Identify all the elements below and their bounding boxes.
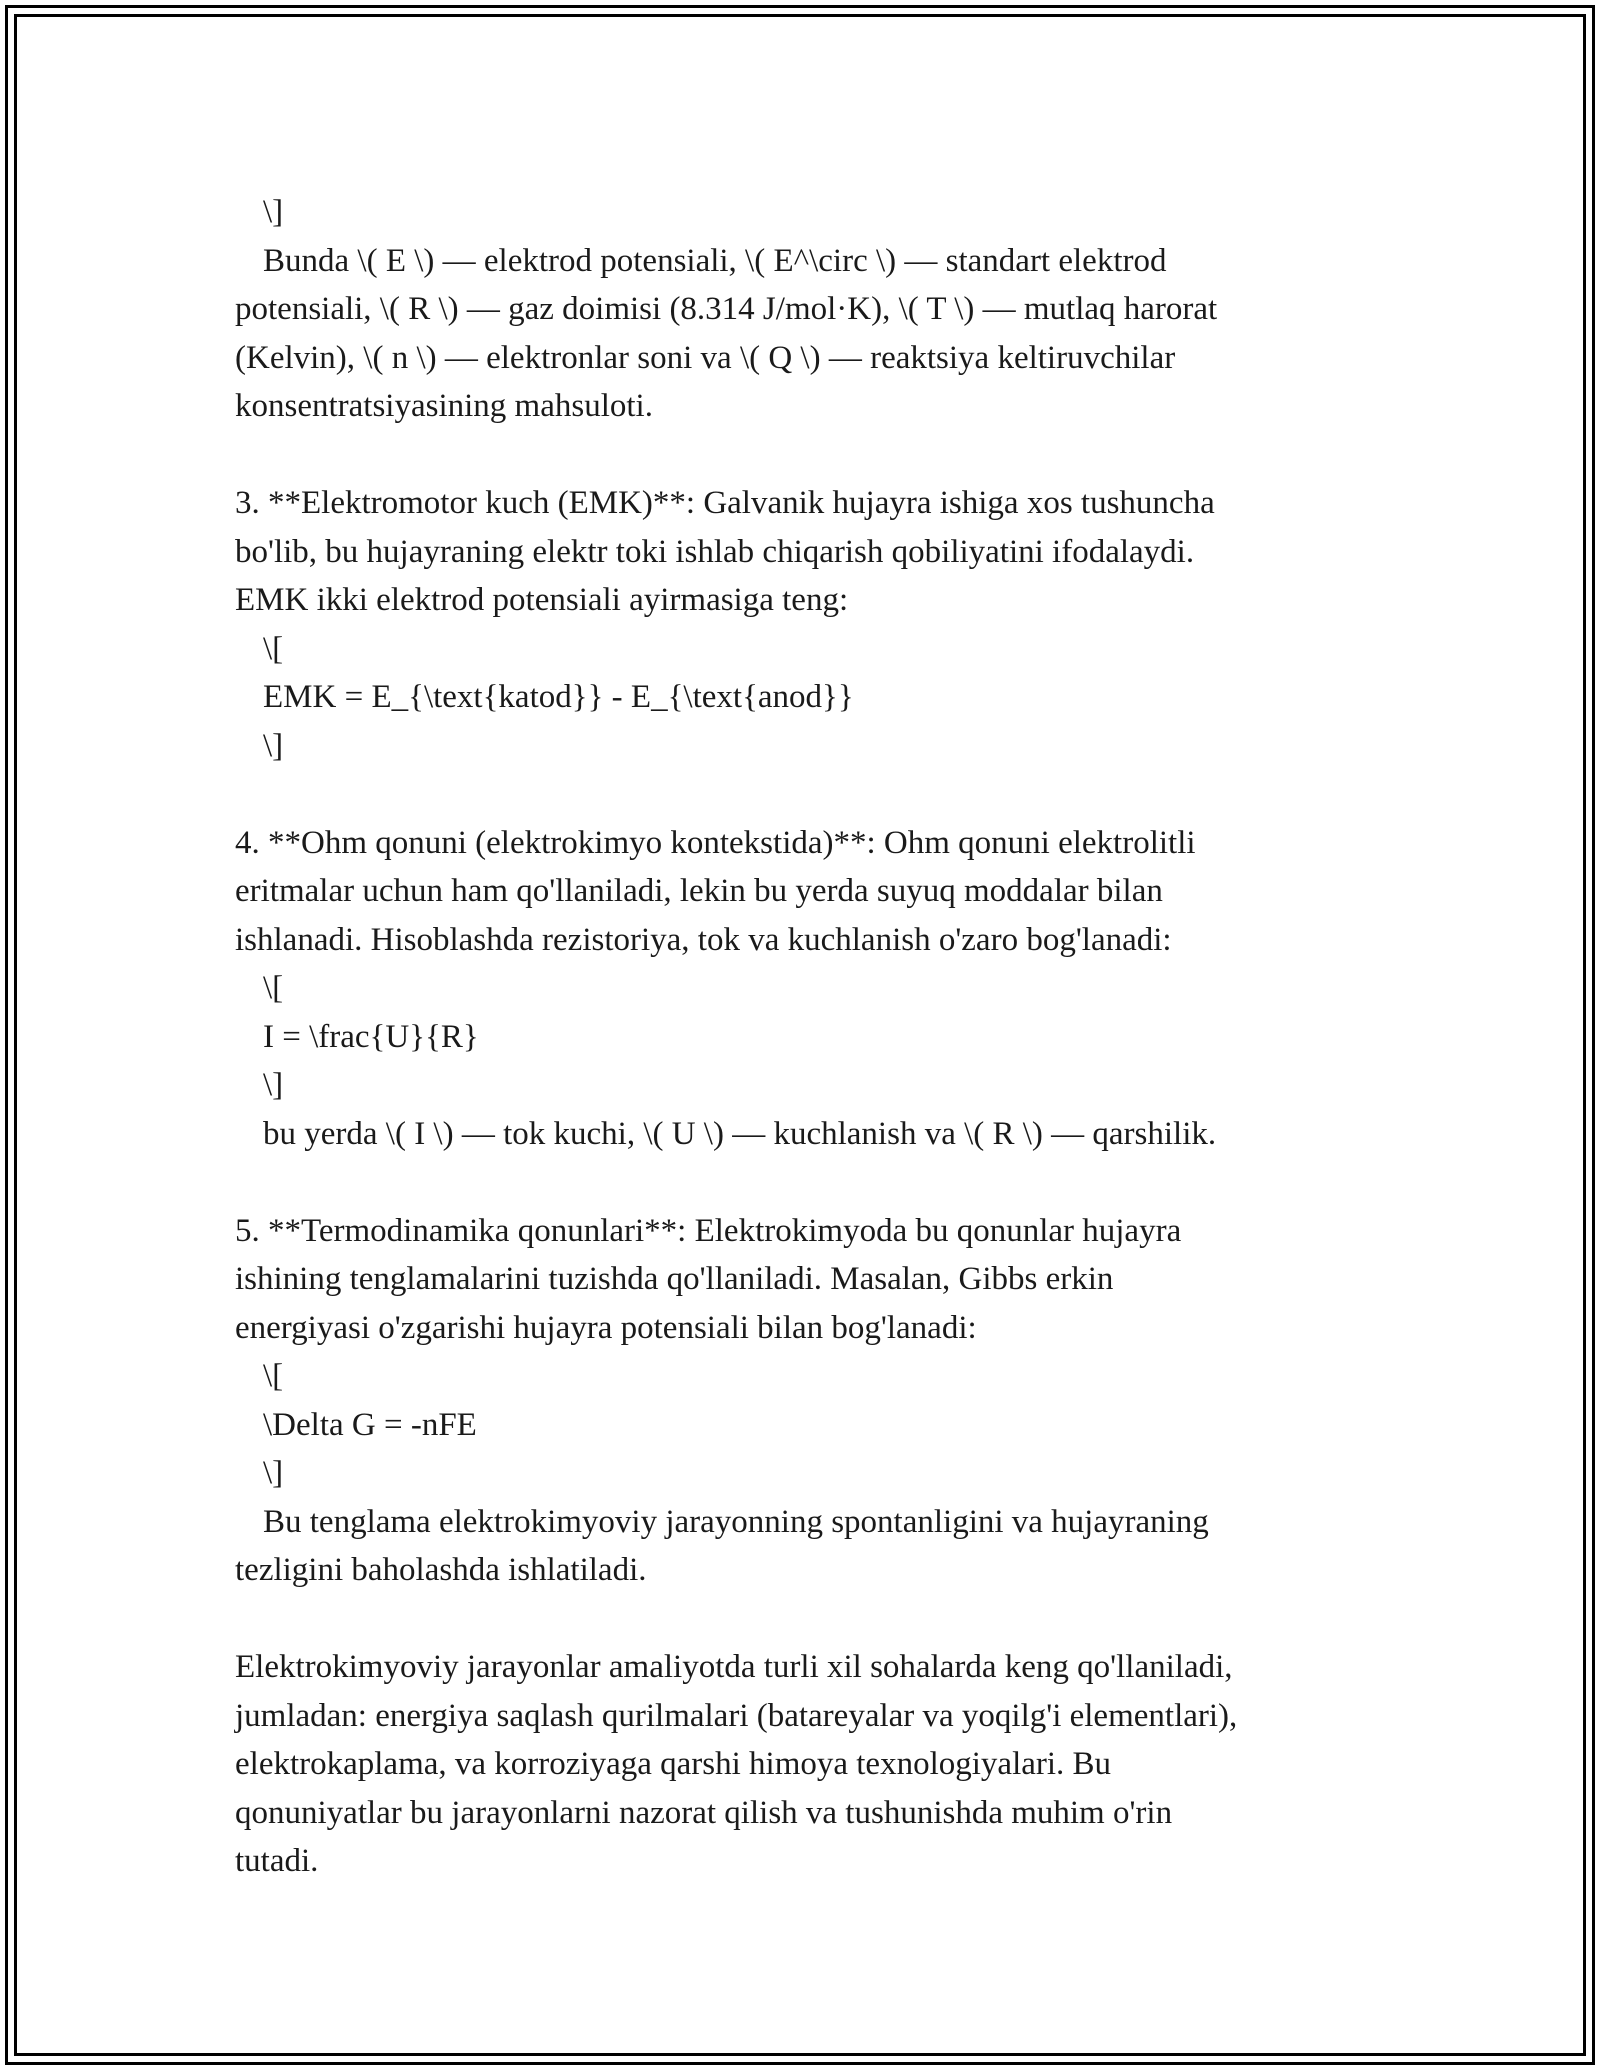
conclusion-line: tutadi. [235, 1843, 319, 1879]
gibbs-formula: \Delta G = -nFE [263, 1406, 477, 1443]
formula-close-bracket: \] [263, 1067, 284, 1103]
formula-explanation: tezligini baholashda ishlatiladi. [235, 1552, 647, 1588]
formula-explanation: bu yerda \( I \) — tok kuchi, \( U \) — kuchlanish va \( R \) — qarshilik. [263, 1115, 1217, 1152]
section-3 [235, 479, 1375, 770]
conclusion-line: Elektrokimyoviy jarayonlar amaliyotda turli xil sohalarda keng qo'llaniladi, [235, 1649, 1233, 1685]
section-5-text-line: ishining tenglamalarini tuzishda qo'llaniladi. Masalan, Gibbs erkin [235, 1261, 1114, 1297]
conclusion-line: elektrokaplama, va korroziyaga qarshi himoya texnologiyalari. Bu [235, 1746, 1112, 1782]
section-3-text-line: 3. **Elektromotor kuch (EMK)**: Galvanik hujayra ishiga xos tushuncha [235, 485, 1215, 521]
formula-close-bracket: \] [263, 727, 284, 764]
paragraph-gap [235, 770, 1375, 819]
section-4-text-line: ishlanadi. Hisoblashda rezistoriya, tok va kuchlanish o'zaro bog'lanadi: [235, 921, 1172, 958]
paragraph-gap [235, 1158, 1375, 1207]
formula-explanation: Bu tenglama elektrokimyoviy jarayonning spontanligini va hujayraning [263, 1503, 1209, 1540]
section-3-text-line: bo'lib, bu hujayraning elektr toki ishlab chiqarish qobiliyatini ifodalaydi. [235, 533, 1195, 570]
emk-formula: EMK = E_{\text{katod}} - E_{\text{anod}} [263, 679, 854, 715]
conclusion-line: qonuniyatlar bu jarayonlarni nazorat qilish va tushunishda muhim o'rin [235, 1794, 1173, 1831]
paragraph-gap [235, 1595, 1375, 1644]
explanation-line: potensiali, \( R \) — gaz doimisi (8.314 J/mol·K), \( T \) — mutlaq harorat [235, 291, 1218, 327]
formula-open-bracket: \[ [263, 970, 284, 1006]
section-3-text-line: EMK ikki elektrod potensiali ayirmasiga teng: [235, 582, 849, 618]
section-4-text-line: eritmalar uchun ham qo'llaniladi, lekin bu yerda suyuq moddalar bilan [235, 873, 1163, 909]
section-5 [235, 1207, 1375, 1595]
document-body [235, 188, 1375, 1886]
section-4-text-line: 4. **Ohm qonuni (elektrokimyo kontekstida)**: Ohm qonuni elektrolitli [235, 824, 1196, 861]
explanation-line: konsentratsiyasining mahsuloti. [235, 388, 653, 424]
explanation-line: (Kelvin), \( n \) — elektronlar soni va \( Q \) — reaktsiya keltiruvchilar [235, 339, 1176, 376]
formula-close-bracket: \] [263, 1455, 284, 1491]
formula-open-bracket: \[ [263, 1358, 284, 1394]
section-4 [235, 819, 1375, 1159]
ohm-formula: I = \frac{U}{R} [263, 1018, 479, 1055]
paragraph-gap [235, 431, 1375, 480]
top-block [235, 188, 1375, 431]
section-5-text-line: 5. **Termodinamika qonunlari**: Elektrokimyoda bu qonunlar hujayra [235, 1212, 1182, 1249]
conclusion-paragraph [235, 1643, 1375, 1886]
conclusion-line: jumladan: energiya saqlash qurilmalari (batareyalar va yoqilg'i elementlari), [235, 1697, 1238, 1734]
explanation-line: Bunda \( E \) — elektrod potensiali, \( E^\circ \) — standart elektrod [263, 242, 1167, 279]
section-5-text-line: energiyasi o'zgarishi hujayra potensiali bilan bog'lanadi: [235, 1309, 977, 1346]
formula-open-bracket: \[ [263, 630, 284, 667]
formula-close-bracket: \] [263, 194, 284, 230]
